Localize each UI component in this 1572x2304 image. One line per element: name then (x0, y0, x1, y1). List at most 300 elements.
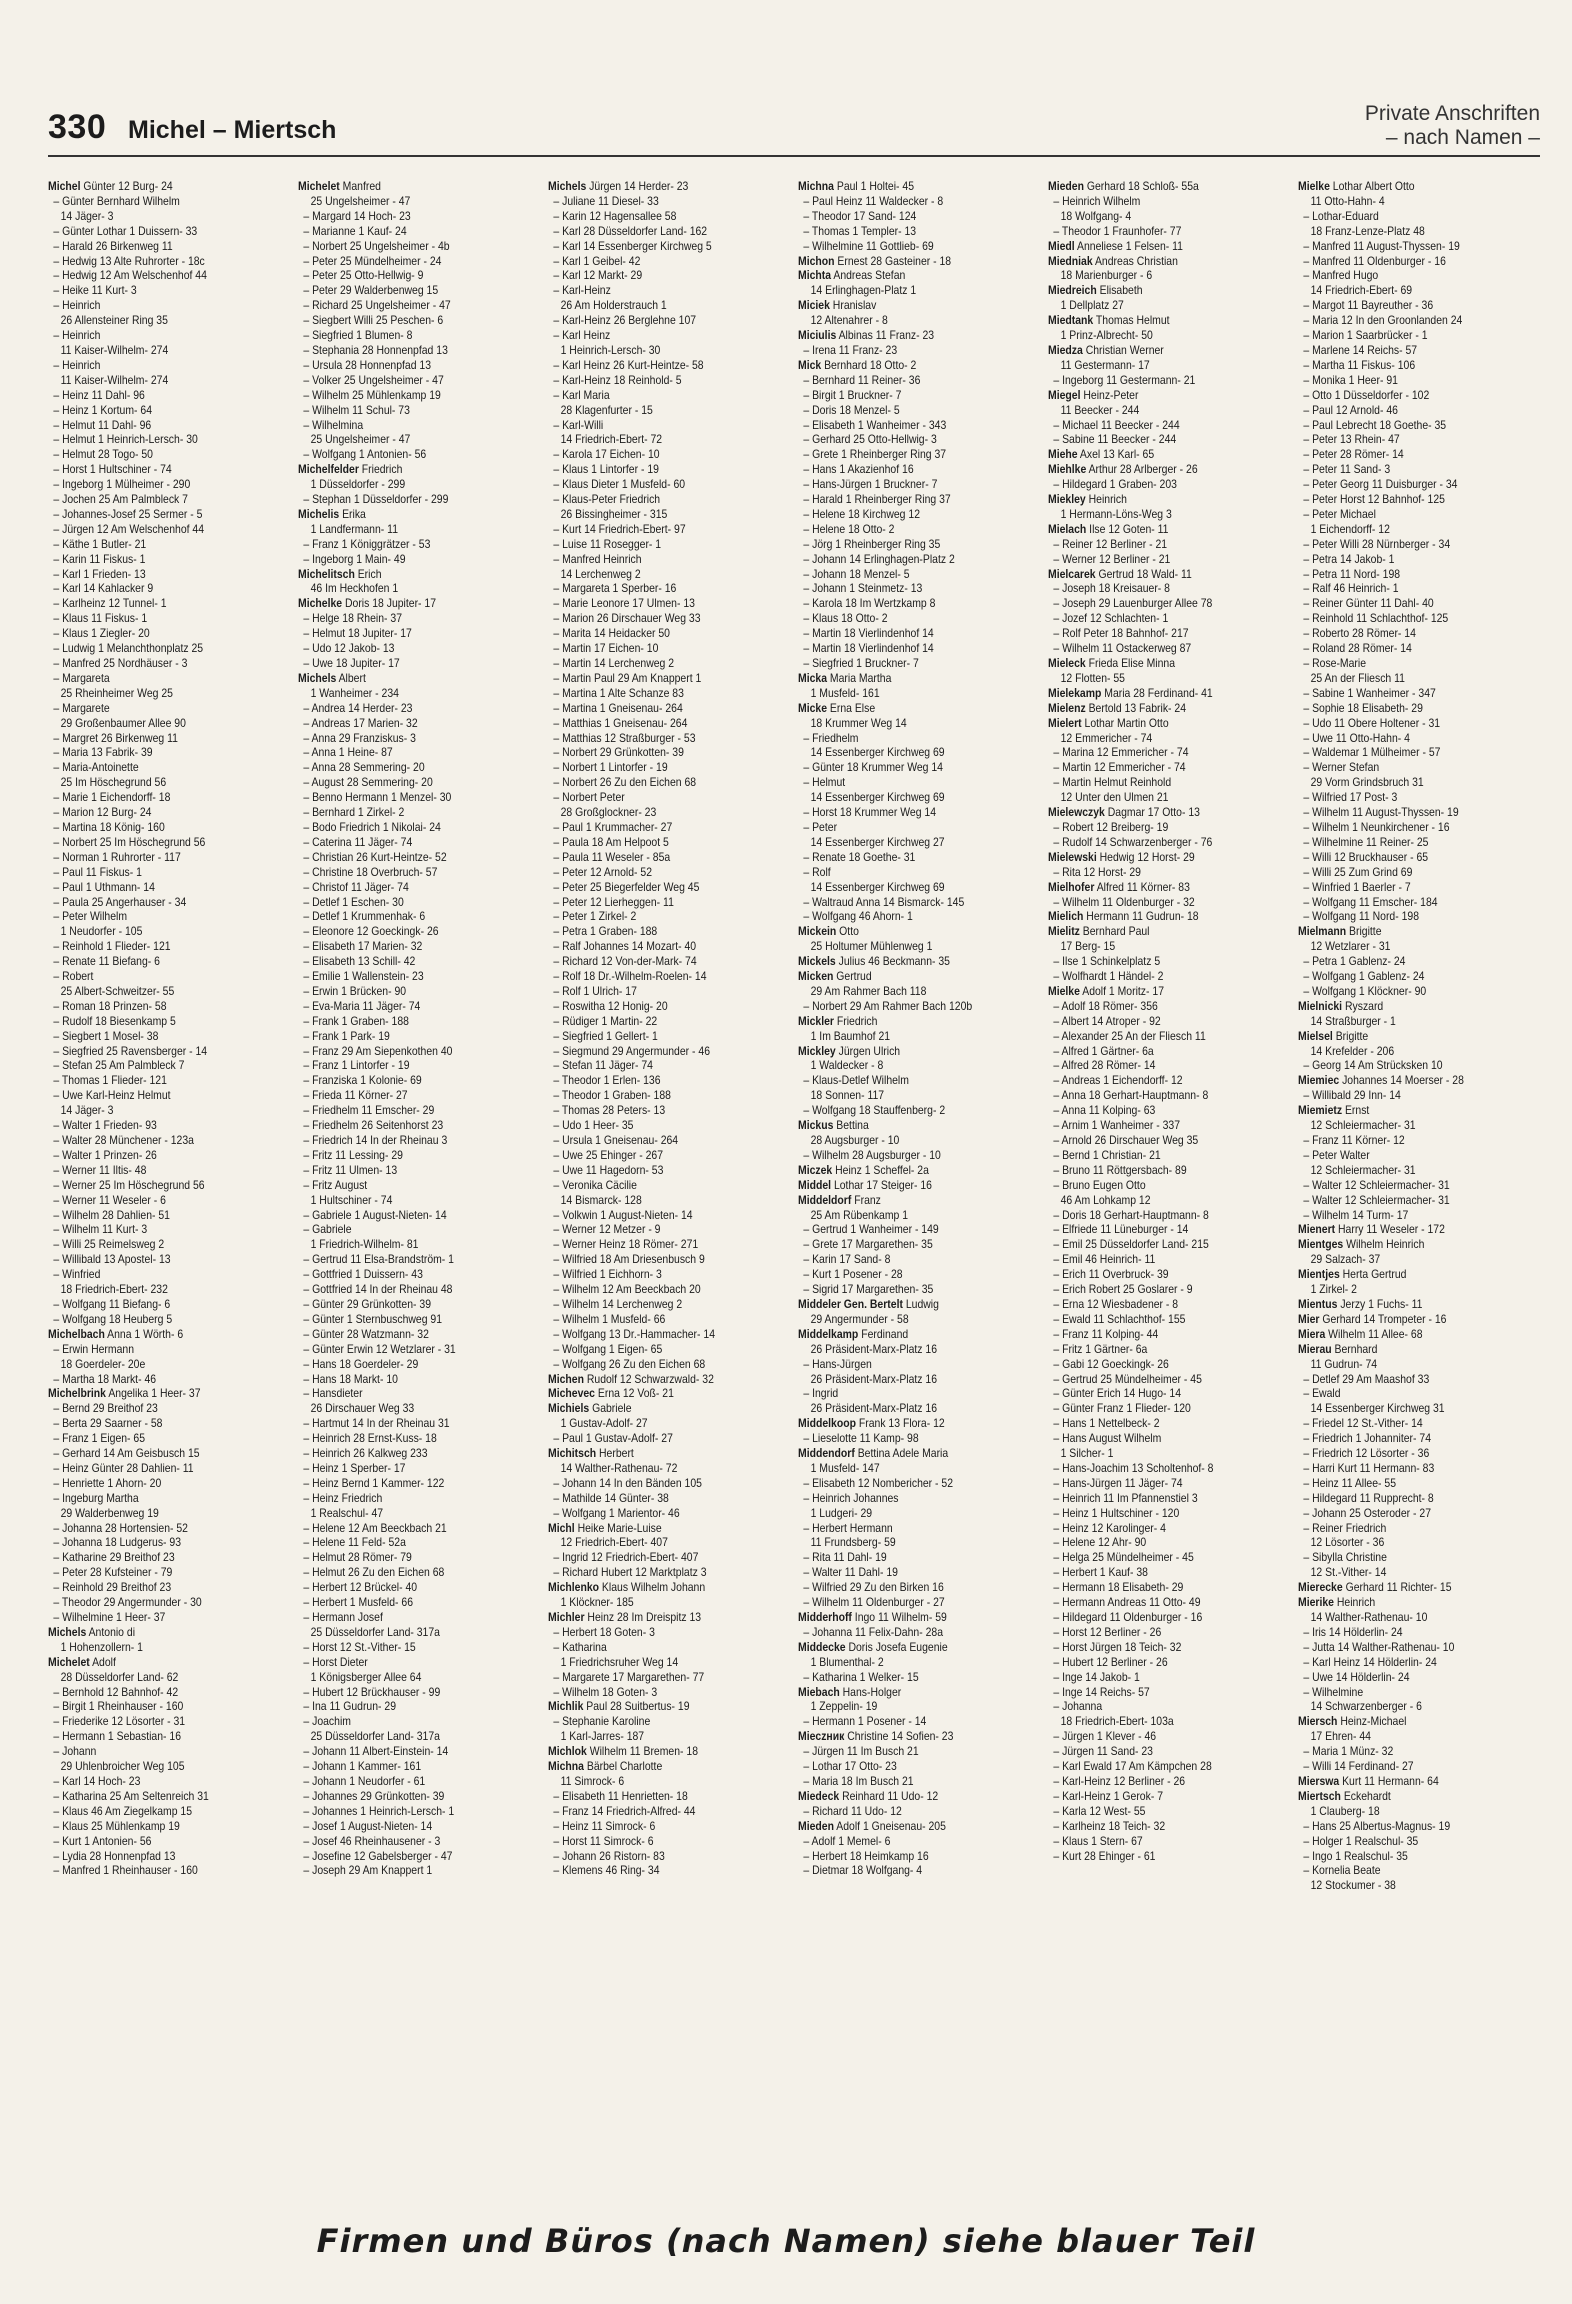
listing-entry: – Frank 1 Graben- 188 (303, 1014, 409, 1028)
entry-detail: Bernhard Paul (1079, 925, 1150, 939)
listing-entry: – Friedhelm 26 Seitenhorst 23 (303, 1119, 444, 1133)
listing-entry: – Margot 11 Bayreuther - 36 (1303, 299, 1434, 313)
listing-entry: – Horst 12 St.-Vither- 15 (303, 1640, 416, 1654)
listing-entry: – Karl 1 Geibel- 42 (553, 254, 641, 268)
listing-entry: – Jochen 25 Am Palmbleck 7 (53, 493, 188, 507)
listing-entry: – Gertrud 11 Elsa-Brandström- 1 (303, 1253, 454, 1267)
entry-address-line: 25 Am Rübenkamp 1 (810, 1208, 909, 1222)
surname: Michelbrink (48, 1387, 106, 1401)
listing-entry: – Willi 12 Bruckhauser - 65 (1303, 850, 1429, 864)
listing-entry: – Petra 1 Gablenz- 24 (1303, 955, 1406, 969)
listing-entry: – August 28 Semmering- 20 (303, 776, 433, 790)
listing-entry: – Gabriele (303, 1223, 352, 1237)
listing-entry: – Wilhelm 11 Schul- 73 (303, 403, 410, 417)
listing-entry: – Paul 12 Arnold- 46 (1303, 403, 1398, 417)
listing-entry: – Christof 11 Jäger- 74 (303, 880, 409, 894)
entry-detail: Gertrud (833, 970, 872, 984)
entry-address-line: 28 Augsburger - 10 (810, 1134, 900, 1147)
listing-entry: – Roswitha 12 Honig- 20 (553, 999, 668, 1013)
listing-entry: – Stephanie Karoline (553, 1715, 651, 1729)
listing-entry: – Friedrich 12 Lösorter - 36 (1303, 1447, 1430, 1461)
surname-entry (1048, 806, 1287, 821)
listing-entry: – Heinz 1 Sperber- 17 (303, 1461, 406, 1475)
surname-entry (798, 1119, 1037, 1134)
listing-entry: – Wolfhardt 1 Händel- 2 (1053, 970, 1164, 984)
entry-address-line: 1 Hultschiner - 74 (310, 1193, 393, 1207)
listing-entry: – Wilfried 29 Zu den Birken 16 (803, 1581, 944, 1595)
listing-entry: – Helge 18 Rhein- 37 (303, 612, 403, 626)
listing-entry: – Christine 18 Overbruch- 57 (303, 865, 438, 879)
entry-address-line: 1 Gustav-Adolf- 27 (560, 1417, 648, 1431)
listing-entry: – Kurt 1 Antonien- 56 (53, 1834, 152, 1848)
listing-entry: – Klaus 46 Am Ziegelkamp 15 (53, 1804, 193, 1818)
listing-entry: – Ilse 1 Schinkelplatz 5 (1053, 955, 1161, 969)
surname-entry (548, 1447, 787, 1462)
entry-address-line: 1 Landfermann- 11 (310, 522, 398, 536)
listing-entry: – Theodor 1 Graben- 188 (553, 1089, 671, 1103)
listing-entry: – Jörg 1 Rheinberger Ring 35 (803, 537, 941, 551)
surname: Michna (798, 180, 834, 193)
listing-entry: – Helene 12 Am Beeckbach 21 (303, 1521, 447, 1535)
listing-entry: – Siegfried 25 Ravensberger - 14 (53, 1044, 208, 1058)
surname: Miemiec (1298, 1074, 1340, 1088)
listing-entry: – Wilfried 17 Post- 3 (1303, 791, 1398, 805)
entry-address-line: 14 Friedrich-Ebert- 69 (1310, 284, 1413, 298)
surname: Mielitz (1048, 925, 1080, 939)
surname-entry (798, 1179, 1037, 1194)
entry-address-line: 1 Zeppelin- 19 (810, 1700, 878, 1714)
listing-entry: – Gabriele 1 August-Nieten- 14 (303, 1208, 447, 1222)
surname: Mielewski (1048, 850, 1097, 864)
listing-entry: – Margret 26 Birkenweg 11 (53, 731, 178, 745)
entry-address-line: 18 Wolfgang- 4 (1060, 209, 1132, 223)
listing-entry: – Fritz August (303, 1178, 368, 1192)
listing-entry: – Maria 12 In den Groonlanden 24 (1303, 314, 1463, 328)
entry-address-line: 28 Großglockner- 23 (560, 806, 657, 820)
entry-detail: Lothar Albert Otto (1329, 180, 1415, 193)
listing-entry: – Waltraud Anna 14 Bismarck- 145 (803, 895, 965, 909)
listing-entry: – Klaus 11 Fiskus- 1 (53, 612, 148, 626)
listing-entry: – Robert (53, 970, 94, 984)
surname: Michelis (298, 507, 340, 521)
surname-entry (1048, 448, 1287, 463)
listing-entry: – Klaus 1 Ziegler- 20 (53, 627, 150, 641)
listing-entry: – Ingeborg 1 Main- 49 (303, 552, 406, 566)
listing-entry: – Hans August Wilhelm (1053, 1432, 1162, 1446)
listing-entry: – Maria-Antoinette (53, 761, 139, 775)
entry-address-line: 1 Königsberger Allee 64 (310, 1670, 422, 1684)
listing-entry: – Siegfried 1 Gellert- 1 (553, 1029, 658, 1043)
listing-entry: – Kornelia Beate (1303, 1864, 1381, 1878)
entry-address-line: 14 Bismarck- 128 (560, 1193, 642, 1207)
listing-entry: – Ingeburg Martha (53, 1491, 139, 1505)
entry-address-line: 17 Ehren- 44 (1310, 1730, 1371, 1744)
listing-entry: – Rolf 1 Ulrich- 17 (553, 984, 637, 998)
listing-entry: – Thomas 1 Templer- 13 (803, 224, 917, 238)
listing-entry: – Helene 18 Otto- 2 (803, 522, 895, 536)
listing-entry: – Wilhelmine 1 Heer- 37 (53, 1611, 166, 1624)
surname-entry (798, 1641, 1037, 1656)
listing-entry: – Heike 11 Kurt- 3 (53, 284, 137, 298)
entry-address-line: 14 Walther-Rathenau- 72 (560, 1461, 678, 1475)
listing-entry: – Michael 11 Beecker - 244 (1053, 418, 1180, 432)
listing-entry: – Heinrich (53, 299, 101, 313)
listing-entry: – Dietmar 18 Wolfgang- 4 (803, 1864, 923, 1878)
entry-detail: Ferdinand (858, 1327, 909, 1341)
listing-entry: – Norbert 29 Grünkotten- 39 (553, 746, 684, 760)
listing-entry: – Friedrich 14 In der Rheinau 3 (303, 1134, 448, 1147)
entry-detail: Kurt 11 Hermann- 64 (1339, 1774, 1439, 1788)
listing-entry: – Wilhelm 14 Turm- 17 (1303, 1208, 1409, 1222)
entry-address-line: 14 Jäger- 3 (60, 1104, 114, 1118)
listing-entry: – Manfred Heinrich (553, 552, 642, 566)
entry-address-line: 1 Clauberg- 18 (1310, 1804, 1380, 1818)
listing-entry: – Franz 1 Lintorfer - 19 (303, 1059, 410, 1073)
section-title-line1: Private Anschriften (1364, 102, 1540, 125)
listing-entry: – Katharina 1 Welker- 15 (803, 1670, 919, 1684)
listing-entry: – Hermann 1 Sebastian- 16 (53, 1730, 182, 1744)
entry-address-line: 1 Düsseldorfer - 299 (310, 478, 406, 492)
surname-entry (298, 180, 537, 195)
listing-entry: – Johannes 29 Grünkotten- 39 (303, 1789, 445, 1803)
listing-entry: – Franz 11 Kolping- 44 (1053, 1327, 1159, 1341)
surname: Mielke (1298, 180, 1330, 193)
surname-entry (798, 1164, 1037, 1179)
surname-entry (1048, 687, 1287, 702)
surname: Michta (798, 269, 832, 283)
listing-entry: – Günter 1 Sternbuschweg 91 (303, 1312, 443, 1326)
listing-entry: – Joseph 29 Lauenburger Allee 78 (1053, 597, 1213, 611)
listing-entry: – Andreas 17 Marien- 32 (303, 716, 418, 730)
listing-entry: – Wilhelm 11 Oldenburger - 32 (1053, 895, 1195, 909)
listing-entry: – Heinrich Wilhelm (1053, 194, 1141, 208)
listing-entry: – Johann 14 In den Bänden 105 (553, 1476, 702, 1490)
listing-entry: – Karl 14 Essenberger Kirchweg 5 (553, 239, 712, 253)
entry-address-line: 46 Im Heckhofen 1 (310, 582, 399, 596)
entry-address-line: 1 Ludgeri- 29 (810, 1506, 873, 1520)
listing-entry: – Manfred 1 Rheinhauser - 160 (53, 1864, 198, 1878)
surname: Michelbach (48, 1327, 105, 1341)
surname-entry (798, 1686, 1037, 1701)
listing-entry: – Hermann Josef (303, 1611, 383, 1624)
listing-entry: – Karl 1 Frieden- 13 (53, 567, 146, 581)
listing-entry: – Helga 25 Mündelheimer - 45 (1053, 1551, 1194, 1565)
listing-entry: – Willi 14 Ferdinand- 27 (1303, 1760, 1414, 1774)
listing-entry: – Ingeborg 1 Mülheimer - 290 (53, 478, 191, 492)
surname: Middecke (798, 1640, 846, 1654)
surname: Mielekamp (1048, 686, 1102, 700)
listing-entry: – Maria 1 Münz- 32 (1303, 1745, 1394, 1759)
entry-address-line: 12 Friedrich-Ebert- 407 (560, 1536, 668, 1550)
listing-entry: – Horst 1 Hultschiner - 74 (53, 463, 172, 477)
listing-entry: – Martin 17 Eichen- 10 (553, 642, 659, 656)
listing-entry: – Doris 18 Menzel- 5 (803, 403, 900, 417)
listing-entry: – Uwe 11 Hagedorn- 53 (553, 1163, 664, 1177)
listing-entry: – Rita 12 Horst- 29 (1053, 865, 1141, 879)
listing-entry: – Wilhelm 11 August-Thyssen- 19 (1303, 806, 1459, 820)
entry-detail: Wilhelm Heinrich (1343, 1238, 1425, 1252)
listing-entry: – Anna 28 Semmering- 20 (303, 761, 425, 775)
listing-entry: – Wolfgang 18 Heuberg 5 (53, 1312, 173, 1326)
surname: Mierike (1298, 1596, 1334, 1610)
surname: Miedeck (798, 1789, 840, 1803)
listing-entry: – Rose-Marie (1303, 657, 1367, 670)
surname: Mielert (1048, 716, 1082, 730)
listing-entry: – Günter 18 Krummer Weg 14 (803, 761, 943, 775)
listing-entry: – Norman 1 Ruhrorter - 117 (53, 850, 181, 864)
listing-entry: – Johanna (1053, 1700, 1103, 1714)
section-title (1365, 102, 1540, 150)
listing-entry: – Erna 12 Wiesbadener - 8 (1053, 1297, 1179, 1311)
surname: Michelet (298, 180, 340, 193)
surname: Miedl (1048, 239, 1075, 253)
listing-entry: – Josef 1 August-Nieten- 14 (303, 1819, 433, 1833)
entry-detail: Arthur 28 Arlberger - 26 (1086, 463, 1198, 477)
listing-entry: – Siegbert 1 Mosel- 38 (53, 1029, 159, 1043)
listing-entry: – Wilhelm 11 Ostackerweg 87 (1053, 642, 1192, 656)
listing-entry: – Herbert 12 Brückel- 40 (303, 1581, 418, 1595)
listing-entry: – Hans 18 Markt- 10 (303, 1372, 398, 1386)
section-title-line2: – nach Namen – (1385, 126, 1540, 149)
surname: Mickler (798, 1014, 834, 1028)
listing-entry: – Stephan 1 Düsseldorfer - 299 (303, 493, 449, 507)
listing-entry: – Hansdieter (303, 1387, 363, 1401)
surname-entry (1298, 925, 1537, 940)
surname: Miehlke (1048, 463, 1087, 477)
entry-address-line: 1 Dellplatz 27 (1060, 299, 1124, 313)
entry-detail: Günter 12 Burg- 24 (80, 180, 173, 193)
entry-detail: Julius 46 Beckmann- 35 (835, 955, 950, 969)
listing-entry: – Gerhard 25 Otto-Hellwig- 3 (803, 433, 937, 447)
listing-entry: – Hans 18 Goerdeler- 29 (303, 1357, 419, 1371)
surname: Mickels (798, 955, 836, 969)
listing-entry: – Rolf (803, 865, 831, 879)
listing-entry: – Horst Jürgen 18 Teich- 32 (1053, 1640, 1182, 1654)
listing-entry: – Otto 1 Düsseldorfer - 102 (1303, 388, 1430, 402)
listing-entry: – Paula 18 Am Helpoot 5 (553, 835, 669, 849)
listing-entry: – Monika 1 Heer- 91 (1303, 373, 1398, 387)
listing-entry: – Heinz Bernd 1 Kammer- 122 (303, 1476, 445, 1490)
surname: Mielmann (1298, 925, 1347, 939)
listing-entry: – Johanna 28 Hortensien- 52 (53, 1521, 188, 1535)
entry-detail: Friedrich (833, 1014, 878, 1028)
surname: Middel (798, 1178, 832, 1192)
entry-address-line: 12 Unter den Ulmen 21 (1060, 791, 1169, 805)
listing-entry: – Johanna 18 Ludgerus- 93 (53, 1536, 182, 1550)
entry-detail: Eckehardt (1340, 1789, 1391, 1803)
entry-detail: Bettina Adele Maria (854, 1447, 949, 1461)
surname-entry (1298, 180, 1537, 195)
listing-entry: – Hans 1 Nettelbeck- 2 (1053, 1417, 1160, 1431)
entry-address-line: 12 Schleiermacher- 31 (1310, 1119, 1416, 1133)
listing-entry: – Martha 11 Fiskus- 106 (1303, 358, 1416, 372)
surname: Michelitsch (298, 567, 355, 581)
listing-entry: – Klaus 18 Otto- 2 (803, 612, 888, 626)
listing-entry: – Rudolf 18 Biesenkamp 5 (53, 1014, 176, 1028)
entry-address-line: 25 Düsseldorfer Land- 317a (310, 1730, 440, 1744)
entry-detail: Bettina (833, 1119, 869, 1133)
surname-entry (1048, 568, 1287, 583)
surname: Miera (1298, 1327, 1326, 1341)
entry-detail: Erna 12 Voß- 21 (594, 1387, 674, 1401)
surname: Miczek (798, 1163, 833, 1177)
listing-entry: – Norbert 26 Zu den Eichen 68 (553, 776, 697, 790)
listing-entry: – Anna 1 Heine- 87 (303, 746, 393, 760)
surname-entry (298, 568, 537, 583)
listing-entry: – Karlheinz 12 Tunnel- 1 (53, 597, 167, 611)
listing-entry: – Karl-Heinz 1 Gerok- 7 (1053, 1789, 1164, 1803)
entry-address-line: 1 Karl-Jarres- 187 (560, 1730, 645, 1744)
entry-detail: Lothar Martin Otto (1081, 716, 1169, 730)
entry-detail: Erich (354, 567, 382, 581)
listing-entry: – Wilhelm 11 Oldenburger - 27 (803, 1596, 945, 1610)
listing-entry: – Robert 12 Breiberg- 19 (1053, 820, 1169, 834)
listing-entry: – Fritz 1 Gärtner- 6a (1053, 1342, 1148, 1356)
entry-address-line: 18 Marienburger - 6 (1060, 269, 1153, 283)
entry-detail: Doris Josefa Eugenie (845, 1640, 948, 1654)
listing-entry: – Birgit 1 Bruckner- 7 (803, 388, 902, 402)
entry-address-line: 14 Walther-Rathenau- 10 (1310, 1611, 1428, 1624)
listing-entry: – Norbert Peter (553, 791, 625, 805)
entry-detail: Gerhard 18 Schloß- 55a (1083, 180, 1199, 193)
surname-entry (798, 269, 1037, 284)
entry-detail: Axel 13 Karl- 65 (1077, 448, 1155, 462)
listing-entry: – Ina 11 Gudrun- 29 (303, 1700, 397, 1714)
surname-entry (798, 359, 1037, 374)
listing-entry: – Hans 25 Albertus-Magnus- 19 (1303, 1819, 1451, 1833)
entry-address-line: 11 Kaiser-Wilhelm- 274 (60, 373, 169, 387)
entry-detail: Dagmar 17 Otto- 13 (1104, 806, 1200, 820)
surname: Mielhofer (1048, 880, 1095, 894)
surname-entry (798, 1790, 1037, 1805)
listing-entry: – Wilhelm 18 Goten- 3 (553, 1685, 658, 1699)
entry-detail: Johannes 14 Moerser - 28 (1339, 1074, 1464, 1088)
listing-entry: – Wolfgang 11 Biefang- 6 (53, 1297, 171, 1311)
surname: Mielcarek (1048, 567, 1096, 581)
listing-entry: – Heinrich 26 Kalkweg 233 (303, 1447, 428, 1461)
directory-column-6 (1298, 180, 1538, 2130)
listing-entry: – Richard 11 Udo- 12 (803, 1804, 902, 1818)
listing-entry: – Anna 29 Franziskus- 3 (303, 731, 416, 745)
listing-entry: – Katharina 25 Am Seltenreich 31 (53, 1789, 209, 1803)
listing-entry: – Uwe Karl-Heinz Helmut (53, 1089, 171, 1103)
listing-entry: – Herbert 18 Heimkamp 16 (803, 1849, 929, 1863)
listing-entry: – Johann 1 Steinmetz- 13 (803, 582, 923, 596)
listing-entry: – Paul 1 Krummacher- 27 (553, 820, 673, 834)
entry-detail: Harry 11 Weseler - 172 (1335, 1223, 1445, 1237)
surname: Miebach (798, 1685, 840, 1699)
entry-detail: Hermann 11 Gudrun- 18 (1083, 910, 1199, 924)
listing-entry: – Werner 12 Metzer - 9 (553, 1223, 661, 1237)
surname: Miertsch (1298, 1789, 1341, 1803)
listing-entry: – Waldemar 1 Mülheimer - 57 (1303, 746, 1441, 760)
listing-entry: – Juliane 11 Diesel- 33 (553, 194, 659, 208)
listing-entry: – Friedhelm (803, 731, 859, 745)
entry-address-line: 11 Simrock- 6 (560, 1774, 625, 1788)
listing-entry: – Karl Heinz 26 Kurt-Heintze- 58 (553, 358, 704, 372)
listing-entry: – Albert 14 Atroper - 92 (1053, 1014, 1161, 1028)
entry-detail: Rudolf 12 Schwarzwald- 32 (583, 1372, 714, 1386)
listing-entry: – Karl-Heinz (553, 284, 611, 298)
surname-entry (548, 1387, 787, 1402)
listing-entry: – Paul 1 Uthmann- 14 (53, 880, 155, 894)
surname: Mier (1298, 1312, 1320, 1326)
listing-entry: – Karin 11 Fiskus- 1 (53, 552, 146, 566)
entry-detail: Herbert (596, 1447, 634, 1461)
listing-entry: – Paul 11 Fiskus- 1 (53, 865, 142, 879)
entry-address-line: 17 Berg- 15 (1060, 940, 1116, 954)
entry-address-line: 1 Heinrich-Lersch- 30 (560, 343, 661, 357)
surname-entry (548, 1700, 787, 1715)
entry-detail: Bertold 13 Fabrik- 24 (1085, 701, 1187, 715)
surname-entry (798, 970, 1037, 985)
entry-address-line: 1 Neudorfer - 105 (60, 925, 143, 939)
listing-entry: – Gertrud 1 Wanheimer - 149 (803, 1223, 939, 1237)
listing-entry: – Roberto 28 Römer- 14 (1303, 627, 1416, 641)
listing-entry: – Heinrich 28 Ernst-Kuss- 18 (303, 1432, 437, 1446)
listing-entry: – Willi 25 Reimelsweg 2 (53, 1238, 165, 1252)
listing-entry: – Bernhard 11 Reiner- 36 (803, 373, 921, 387)
surname-entry (798, 672, 1037, 687)
listing-entry: – Ewald (1303, 1387, 1341, 1401)
listing-entry: – Margareta (53, 671, 110, 685)
listing-entry: – Matthias 12 Straßburger - 53 (553, 731, 696, 745)
listing-entry: – Manfred 25 Nordhäuser - 3 (53, 657, 188, 670)
surname: Mickein (798, 925, 837, 939)
entry-detail: Adolf 1 Moritz- 17 (1079, 984, 1165, 998)
listing-entry: – Günter 28 Watzmann- 32 (303, 1327, 429, 1341)
entry-detail: Bernhard (1331, 1342, 1378, 1356)
entry-address-line: 29 Großenbaumer Allee 90 (60, 716, 186, 730)
entry-detail: Hedwig 12 Horst- 29 (1096, 850, 1195, 864)
listing-entry: – Detlef 1 Krummenhak- 6 (303, 910, 426, 924)
listing-entry: – Heinz Friedrich (303, 1491, 383, 1505)
surname: Middeldorf (798, 1193, 852, 1207)
surname-entry (48, 1328, 287, 1343)
entry-address-line: 1 Eichendorff- 12 (1310, 522, 1390, 536)
listing-entry: – Karola 18 Im Wertzkamp 8 (803, 597, 936, 611)
listing-entry: – Paul Heinz 11 Waldecker - 8 (803, 194, 944, 208)
entry-detail: Thomas Helmut (1093, 314, 1170, 328)
surname: Michiels (548, 1402, 590, 1416)
surname: Mick (798, 358, 822, 372)
entry-address-line: 14 Essenberger Kirchweg 69 (810, 791, 945, 805)
listing-entry: – Wilhelm 12 Am Beeckbach 20 (553, 1283, 701, 1297)
listing-entry: – Heinz 11 Allee- 55 (1303, 1476, 1397, 1490)
surname: Mielich (1048, 910, 1084, 924)
listing-entry: – Karin 17 Sand- 8 (803, 1253, 891, 1267)
listing-entry: – Klemens 46 Ring- 34 (553, 1864, 660, 1878)
listing-entry: – Hermann 18 Elisabeth- 29 (1053, 1581, 1184, 1595)
listing-entry: – Heinz 1 Kortum- 64 (53, 403, 152, 417)
listing-entry: – Maria 13 Fabrik- 39 (53, 746, 153, 760)
listing-entry: – Inge 14 Reichs- 57 (1053, 1685, 1150, 1699)
listing-entry: – Uwe 25 Ehinger - 267 (553, 1148, 664, 1162)
entry-address-line: 14 Essenberger Kirchweg 69 (810, 880, 945, 894)
listing-entry: – Elisabeth 17 Marien- 32 (303, 940, 423, 954)
listing-entry: – Norbert 25 Ungelsheimer - 4b (303, 239, 450, 253)
entry-address-line: 12 Stockumer - 38 (1310, 1879, 1396, 1893)
listing-entry: – Walter 12 Schleiermacher- 31 (1303, 1193, 1450, 1207)
listing-entry: – Johann 18 Menzel- 5 (803, 567, 910, 581)
surname-entry (298, 672, 537, 687)
listing-entry: – Joseph 18 Kreisauer- 8 (1053, 582, 1170, 596)
surname-entry (1298, 1313, 1537, 1328)
listing-entry: – Theodor 29 Angermunder - 30 (53, 1596, 202, 1610)
listing-entry: – Norbert 25 Im Höschegrund 56 (53, 835, 206, 849)
surname-entry (798, 1194, 1037, 1209)
entry-detail: Gerhard 11 Richter- 15 (1342, 1581, 1452, 1595)
